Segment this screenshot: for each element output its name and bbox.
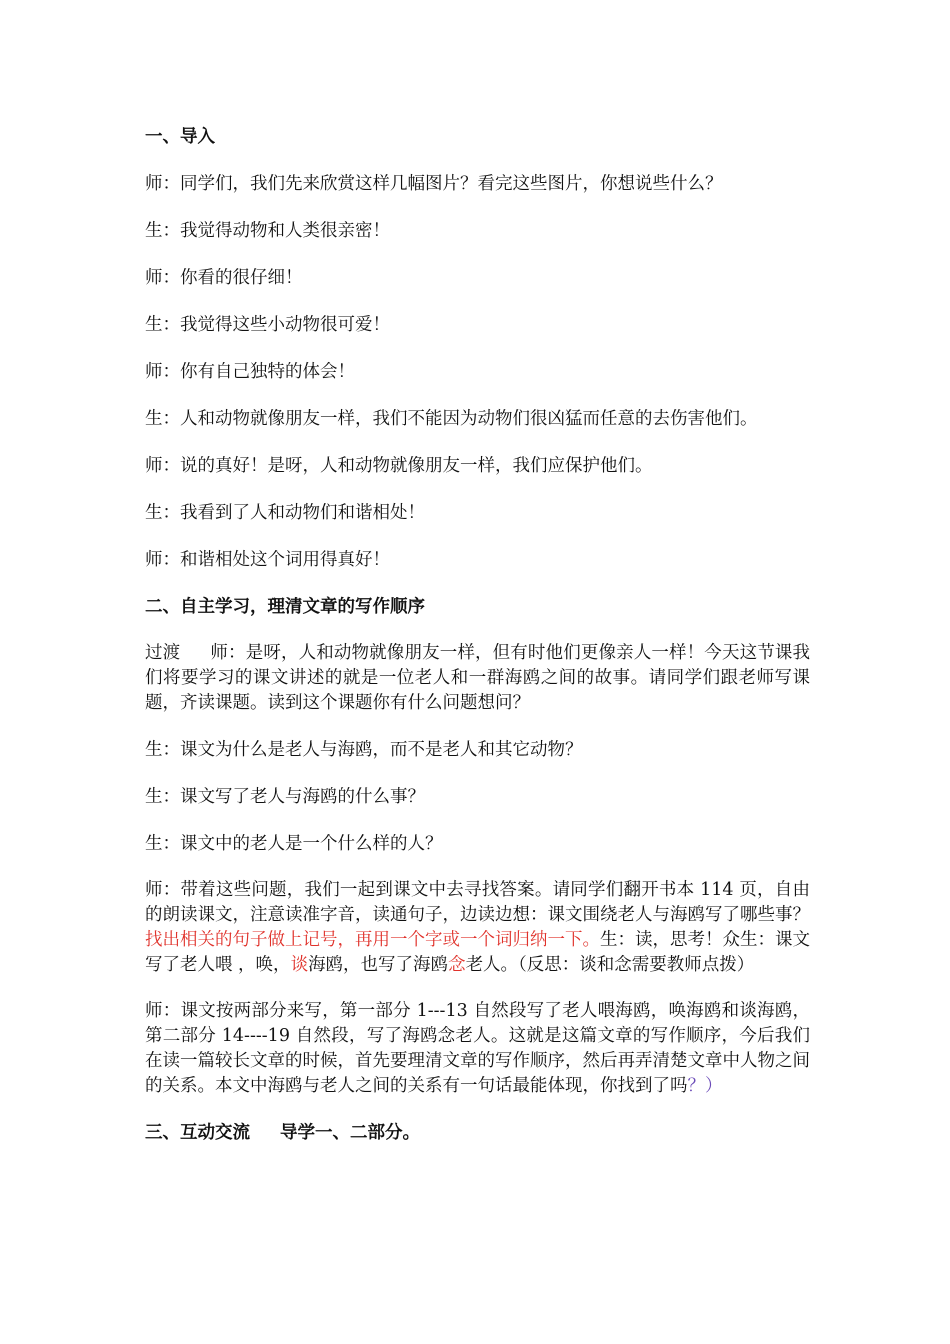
section3-title: 三、互动交流	[145, 1123, 250, 1143]
question-line: 生：课文为什么是老人与海鸥，而不是老人和其它动物？	[145, 740, 583, 760]
section3-subtitle: 导学一、二部分。	[280, 1123, 420, 1143]
dialogue-line: 师：你有自己独特的体会！	[145, 362, 355, 382]
dialogue-line: 生：人和动物就像朋友一样，我们不能因为动物们很凶猛而任意的去伤害他们。	[145, 409, 758, 429]
transition-paragraph	[145, 641, 810, 716]
dialogue-line: 师：说的真好！是呀，人和动物就像朋友一样，我们应保护他们。	[145, 456, 653, 476]
section3-heading	[145, 1120, 810, 1146]
section1-heading: 一、导入	[145, 127, 215, 147]
summary-text: 师：课文按两部分来写，第一部分 1---13 自然段写了老人喂海鸥，唤海鸥和谈海鸥，第二部分 14----19 自然段，写了海鸥念老人。这就是这篇文章的写作顺序，今后我们在读一篇较长文章的时候，首先要理清文章的写作顺序，然后再弄清楚文章中人物之间的关系。本文中海鸥与老人之间的关系有一句话最能体现，你找到了吗	[145, 1001, 810, 1096]
summary-paragraph	[145, 999, 810, 1099]
guide-text-1: 师：带着这些问题，我们一起到课文中去寻找答案。请同学们翻开书本 114 页，自由的朗读课文，注意读准字音，读通句子，边读边想：课文围绕老人与海鸥写了哪些事？	[145, 880, 810, 925]
dialogue-line: 生：我觉得动物和人类很亲密！	[145, 221, 390, 241]
guide-text-3: 海鸥，也写了海鸥	[308, 955, 449, 975]
guide-text-4: 老人。（反思：谈和念需要教师点拨）	[465, 955, 755, 975]
transition-text: 师：是呀，人和动物就像朋友一样，但有时他们更像亲人一样！今天这节课我们将要学习的课文讲述的就是一位老人和一群海鸥之间的故事。请同学们跟老师写课题，齐读课题。读到这个课题你有什么问题想问？	[145, 643, 811, 713]
transition-label: 过渡	[145, 643, 181, 663]
summary-tail: ？）	[687, 1076, 723, 1096]
question-line: 生：课文写了老人与海鸥的什么事？	[145, 787, 425, 807]
question-line: 生：课文中的老人是一个什么样的人？	[145, 834, 443, 854]
dialogue-line: 生：我觉得这些小动物很可爱！	[145, 315, 390, 335]
guide-highlight-2: 谈	[290, 955, 309, 975]
guide-highlight-1: 找出相关的句子做上记号，再用一个字或一个词归纳一下。	[145, 930, 600, 950]
guide-text-2: 生：读，思考！众生：课文写了老人喂 ，唤，	[145, 930, 810, 975]
guide-paragraph	[145, 878, 810, 978]
dialogue-line: 生：我看到了人和动物们和谐相处！	[145, 503, 425, 523]
dialogue-line: 师：同学们，我们先来欣赏这样几幅图片？看完这些图片，你想说些什么？	[145, 174, 723, 194]
guide-highlight-3: 念	[448, 955, 466, 975]
document-page	[145, 124, 810, 1167]
dialogue-line: 师：和谐相处这个词用得真好！	[145, 550, 390, 570]
dialogue-line: 师：你看的很仔细！	[145, 268, 303, 288]
section2-heading: 二、自主学习，理清文章的写作顺序	[145, 597, 425, 617]
